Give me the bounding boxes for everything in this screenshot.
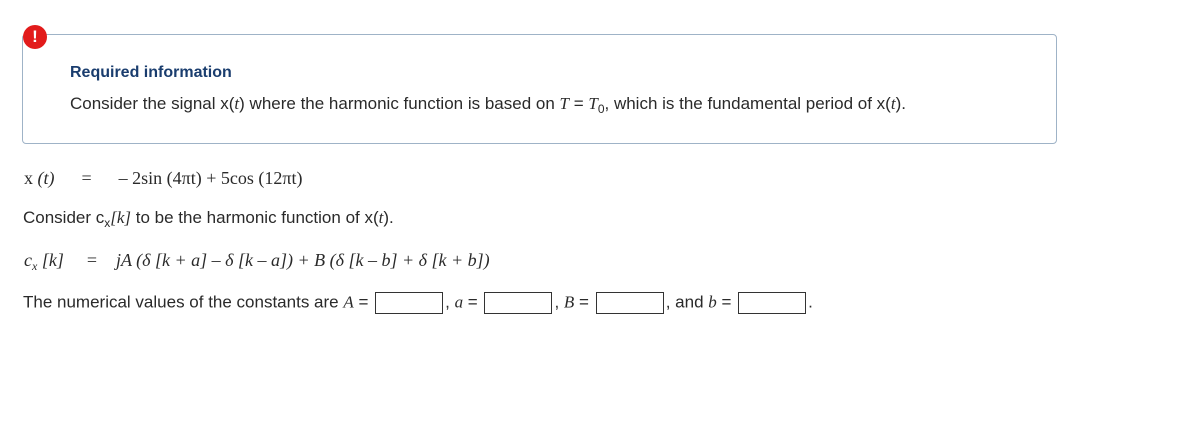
harmonic-lhs: c [24,250,32,270]
info-text-part: ). [895,94,906,113]
harmonic-equals: = [86,250,97,270]
info-T0-symbol: T [588,94,598,113]
info-T0-subscript: 0 [597,102,605,116]
info-T-symbol: T [559,94,569,113]
harmonic-equation [24,250,490,274]
A-equals: = [353,292,374,312]
question-line [23,292,813,314]
signal-lhs-t: (t) [37,168,55,188]
b-label: b [708,292,717,312]
A-label: A [343,292,354,312]
harmonic-lhs-subscript: x [32,259,38,273]
consider-k: [k] [110,208,132,227]
and-text: and [675,292,704,312]
B-input[interactable] [596,292,664,314]
B-equals: = [574,292,594,312]
harmonic-lhs-k: [k] [41,250,64,270]
alert-icon: ! [23,25,47,49]
info-text-part: , which is the fundamental period of x( [604,94,891,113]
signal-equals: = [81,168,92,188]
info-equals: = [568,94,589,113]
consider-text: Consider c [23,208,105,227]
A-input[interactable] [375,292,443,314]
consider-t: t [378,208,384,227]
signal-equation [24,168,302,189]
info-text-part: Consider the signal x( [70,94,235,113]
consider-text: ). [383,208,394,227]
B-label: B [563,292,575,312]
comma: , [445,292,450,312]
consider-text: to be the harmonic function of x( [131,208,379,227]
info-text-part: ) where the harmonic function is based on [239,94,560,113]
b-equals: = [716,292,737,312]
info-t-symbol: t [890,94,896,113]
consider-statement [23,208,394,230]
period: . [808,292,813,312]
signal-rhs: – 2sin (4πt) + 5cos (12πt) [118,168,303,188]
harmonic-rhs: jA (δ [k + a] – δ [k – a]) + B (δ [k – b] + δ [k + b]) [115,250,490,270]
signal-lhs-x: x [24,168,33,188]
comma: , [554,292,560,312]
comma: , [665,292,671,312]
a-input[interactable] [484,292,552,314]
consider-subscript: x [104,216,111,230]
info-t-symbol: t [234,94,240,113]
info-title: Required information [70,64,232,81]
a-label: a [454,292,464,312]
a-equals: = [463,292,483,312]
b-input[interactable] [738,292,806,314]
question-prefix: The numerical values of the constants are [23,292,344,312]
info-text [70,94,906,116]
required-info-box [22,34,1057,144]
